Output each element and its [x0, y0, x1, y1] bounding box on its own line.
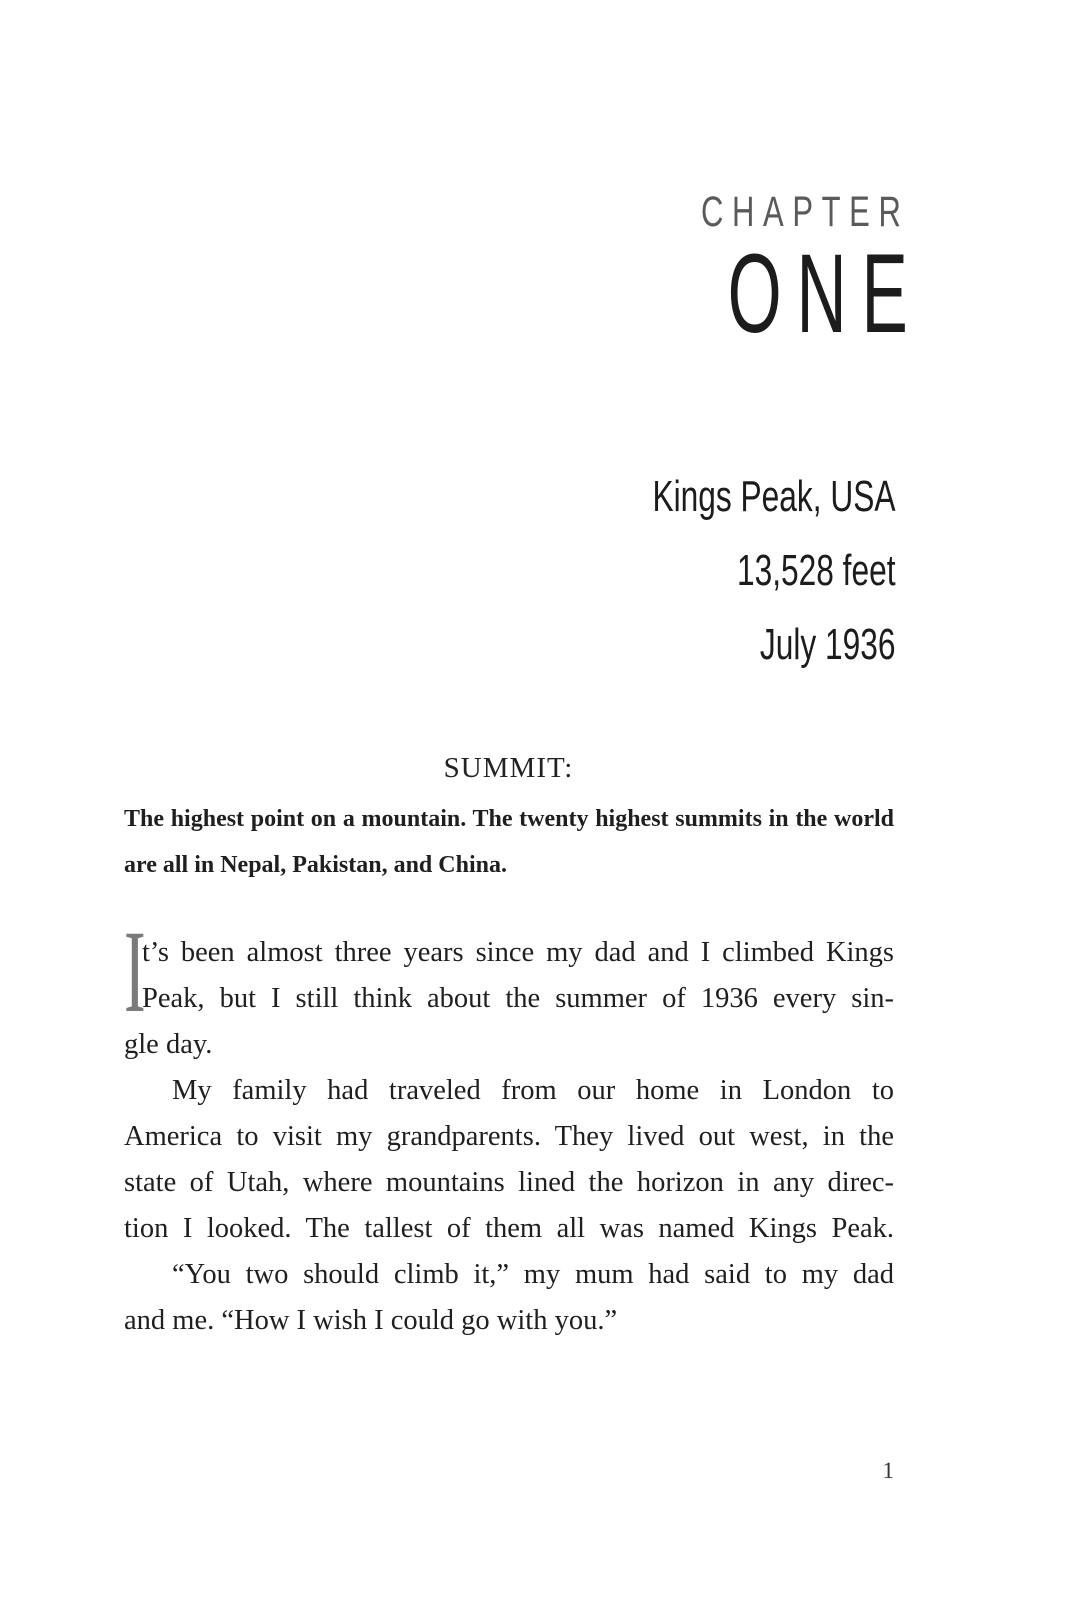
location-elevation: 13,528 feet [736, 546, 895, 595]
paragraph-line: My family had traveled from our home in London to [172, 1075, 894, 1106]
paragraph-line: and me. “How I wish I could go with you.” [124, 1305, 618, 1336]
paragraph-line: t’s been almost three years since my dad and I climbed Kings [142, 937, 894, 968]
drop-cap: I [124, 906, 146, 1037]
paragraph-line: America to visit my grandparents. They lived out west, in the [124, 1121, 894, 1152]
paragraph-line: tion I looked. The tallest of them all was named Kings Peak. [124, 1213, 894, 1244]
paragraph-2 [124, 1068, 894, 1252]
paragraph-line: gle day. [124, 1029, 213, 1060]
paragraph-line: Peak, but I still think about the summer of 1936 every sin- [142, 983, 894, 1014]
location-place: Kings Peak, USA [652, 472, 895, 521]
page-number: 1 [882, 1458, 894, 1483]
location-date: July 1936 [759, 620, 895, 669]
chapter-label: CHAPTER [700, 188, 909, 236]
definition-term: SUMMIT: [443, 752, 574, 784]
chapter-number: ONE [727, 231, 923, 356]
definition-text: The highest point on a mountain. The twenty highest summits in the world are all in Nepal, Pakistan, and China. [124, 806, 894, 878]
body-text [124, 930, 894, 1344]
paragraph-line: “You two should climb it,” my mum had said to my dad [172, 1259, 894, 1290]
paragraph-3 [124, 1252, 894, 1344]
chapter-location-block [558, 460, 896, 682]
paragraph-line: state of Utah, where mountains lined the horizon in any direc- [124, 1167, 894, 1198]
paragraph-1 [124, 930, 894, 1068]
